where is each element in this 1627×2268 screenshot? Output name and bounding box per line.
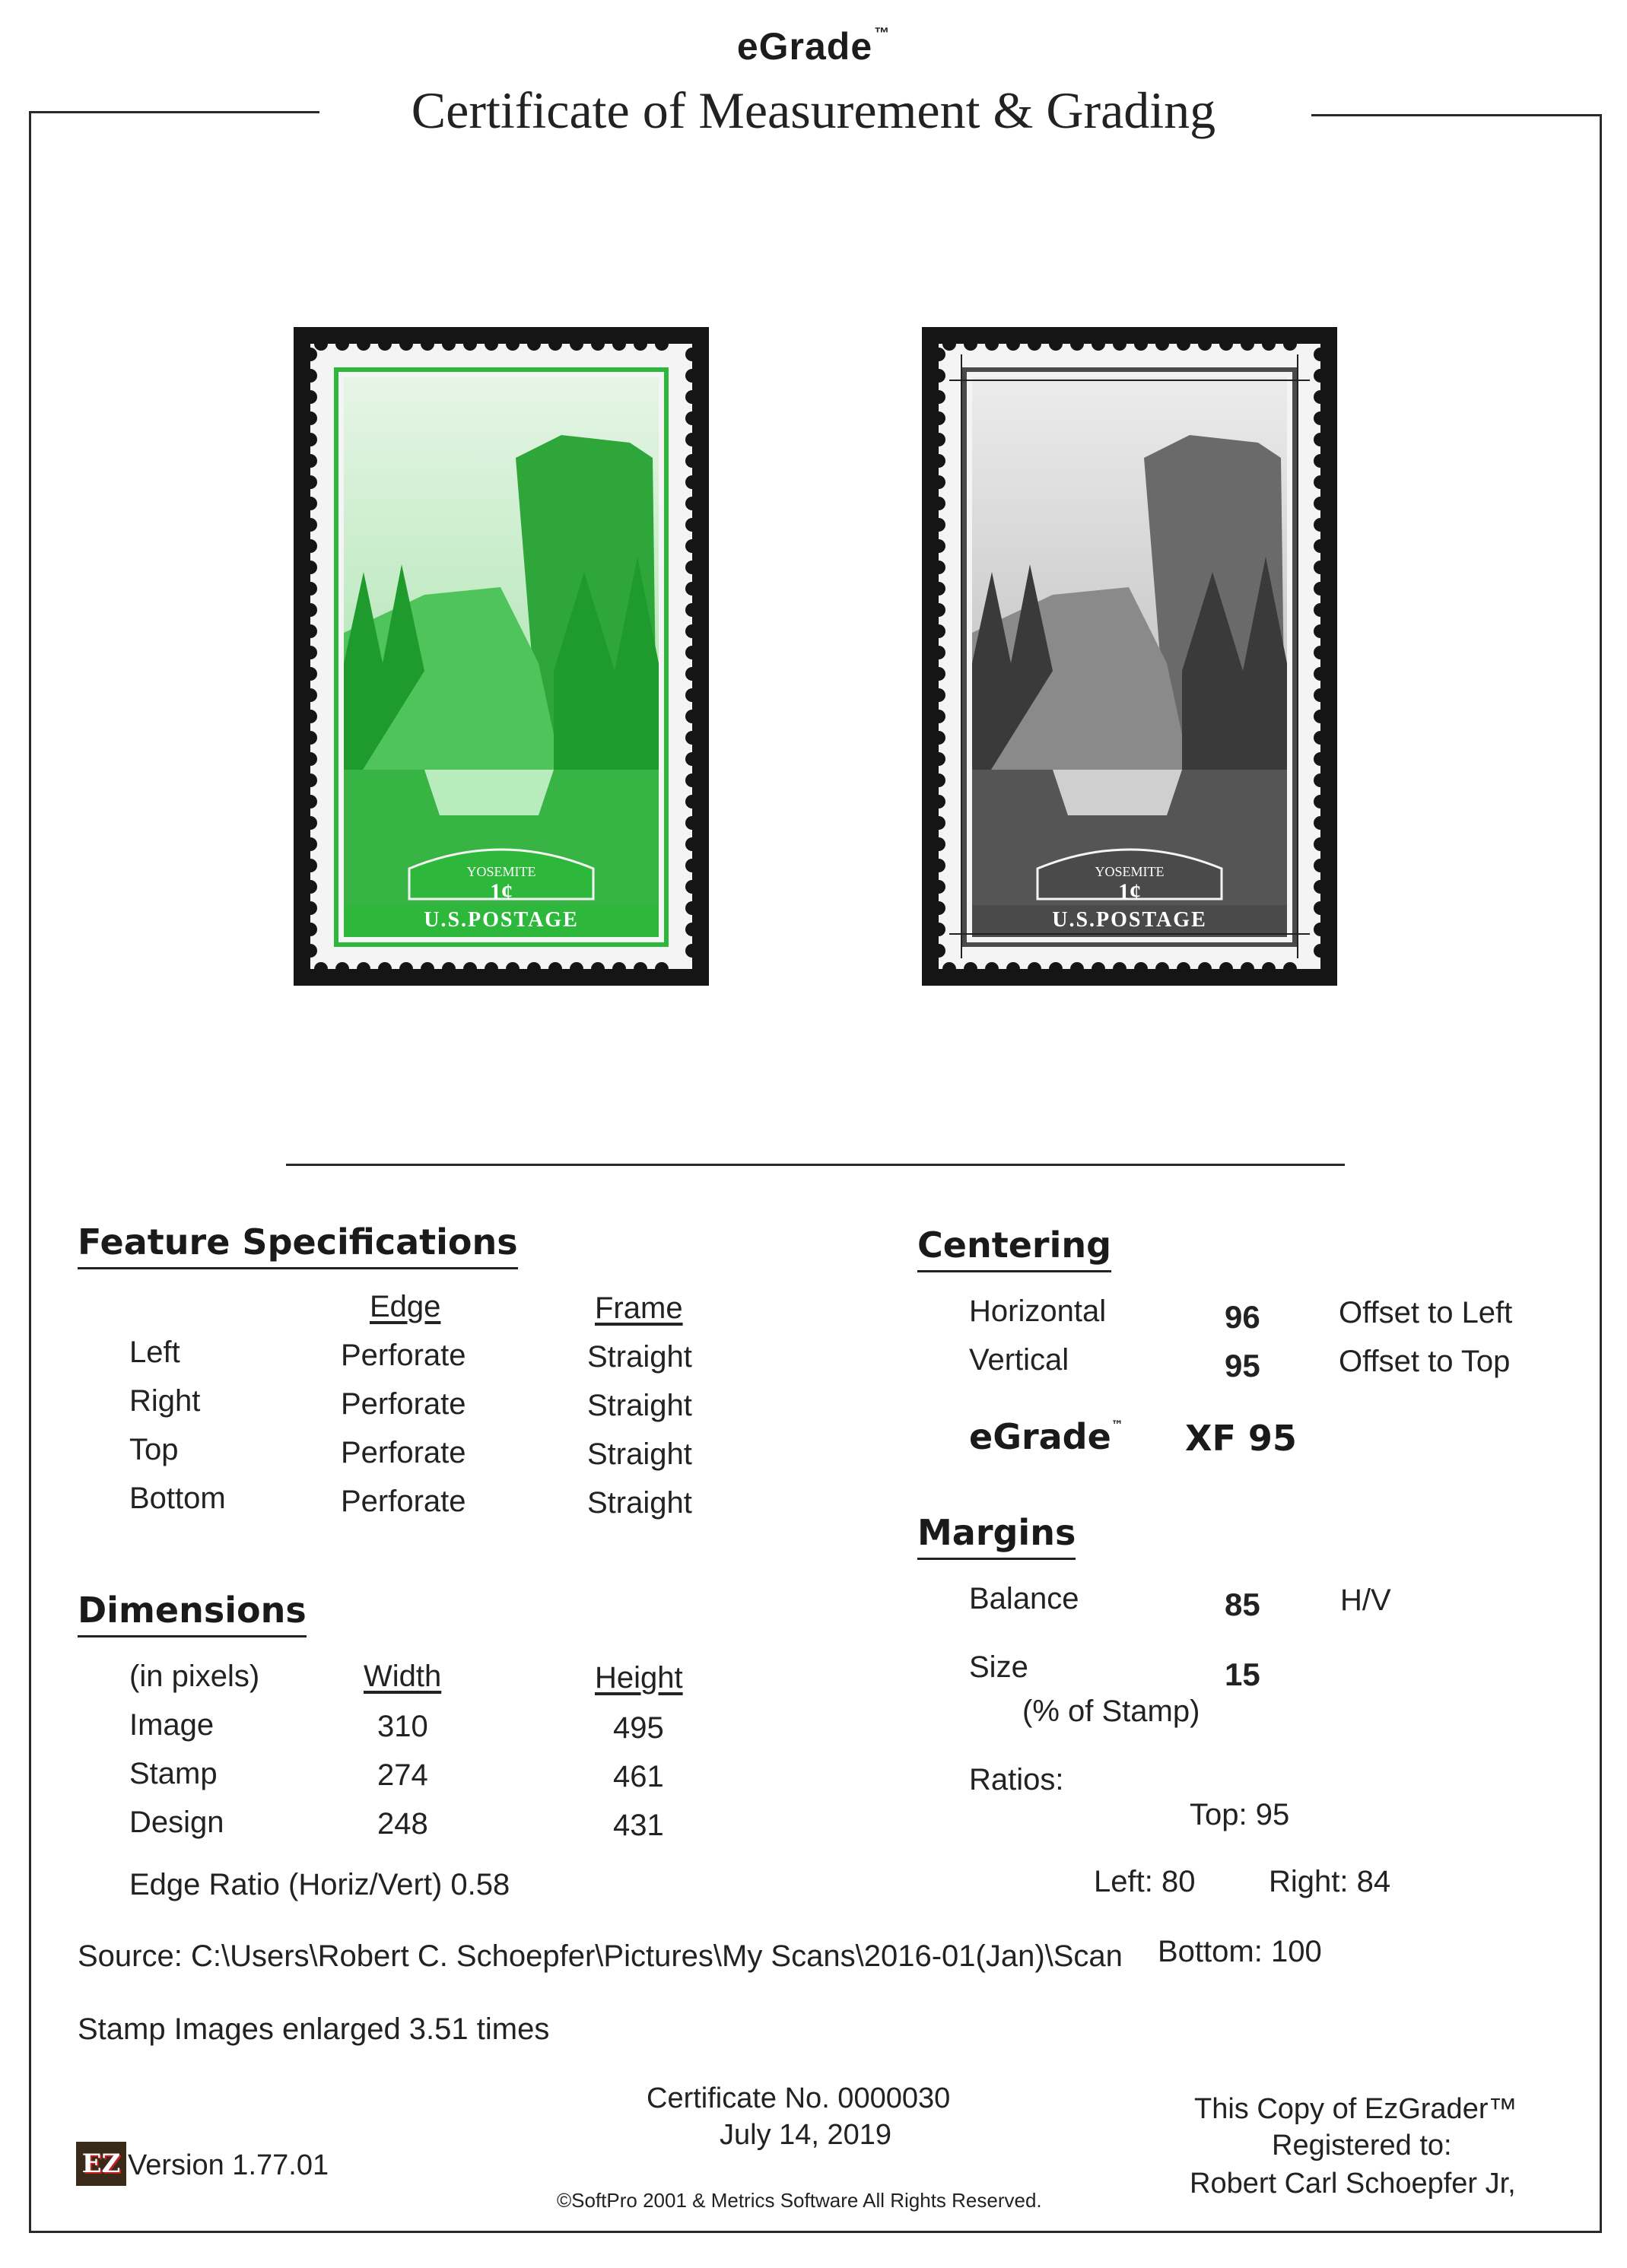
perforation-hole [1314,646,1320,659]
perforation-hole [964,344,977,351]
perforation-hole [1314,923,1320,936]
feature-frame-value: Straight [587,1389,692,1422]
perforation-hole [1314,795,1320,808]
perforation-hole [685,837,692,851]
perforation-hole [1283,962,1297,969]
perforation-hole [939,518,945,532]
feature-frame-value: Straight [587,1437,692,1471]
perforation-hole [1314,411,1320,425]
perforation-hole [1155,962,1169,969]
perforation-hole [399,962,413,969]
width-column-header: Width [364,1660,442,1693]
perforation-hole [335,344,349,351]
certificate-date: July 14, 2019 [720,2119,892,2151]
centering-heading: Centering [917,1225,1111,1272]
perforation-hole [685,539,692,553]
feature-side-label: Bottom [129,1482,226,1515]
perforation-hole [1028,962,1041,969]
certificate-title: Certificate of Measurement & Grading [411,81,1216,139]
perforation-hole [310,369,317,383]
egrade-label [969,1416,1123,1457]
dimension-row-label: Design [129,1806,224,1839]
perforation-hole [1314,539,1320,553]
balance-label: Balance [969,1582,1079,1615]
perforation-hole [310,944,317,958]
perforation-hole [685,646,692,659]
ratios-label: Ratios: [969,1763,1064,1796]
perforation-hole [1219,962,1233,969]
perforation-hole [1241,962,1254,969]
feature-edge-value: Perforate [341,1436,466,1469]
margins-heading: Margins [917,1512,1076,1560]
dimension-height-value: 495 [613,1711,664,1745]
perforation-hole [685,944,692,958]
feature-frame-value: Straight [587,1340,692,1374]
perforation-hole [314,344,328,351]
balance-value: 85 [1225,1587,1260,1622]
perforation-hole [939,816,945,830]
perforation-hole [939,561,945,574]
perforation-hole [1049,962,1063,969]
perforation-hole [939,582,945,596]
perforation-hole [310,624,317,638]
perforation-hole [591,344,605,351]
perforation-hole [527,344,541,351]
perforation-hole [442,962,456,969]
perforation-hole [939,752,945,766]
ratio-right: Right: 84 [1269,1865,1391,1898]
ratio-left: Left: 80 [1094,1865,1196,1898]
height-column-header: Height [595,1661,683,1695]
feature-specifications-heading: Feature Specifications [78,1221,518,1269]
perforation-hole [939,880,945,894]
feature-edge-value: Perforate [341,1485,466,1518]
perforation-hole [939,348,945,361]
horizontal-label: Horizontal [969,1294,1107,1328]
perforation-hole [310,518,317,532]
perforation-hole [591,962,605,969]
perforation-hole [1314,837,1320,851]
perforation-hole [685,901,692,915]
perforation-hole [1070,344,1084,351]
perforation-hole [942,344,956,351]
perforation-hole [421,962,434,969]
perforation-hole [942,962,956,969]
perforation-hole [1241,344,1254,351]
perforation-hole [548,344,562,351]
perforation-hole [939,646,945,659]
perforation-hole [939,603,945,617]
perforation-hole [1314,518,1320,532]
frame-left [29,111,31,2233]
brand-title [0,24,1627,68]
perforation-hole [685,773,692,787]
dimension-height-value: 431 [613,1809,664,1842]
edge-column-header: Edge [370,1290,441,1323]
section-divider [286,1164,1345,1166]
dimension-row-label: Image [129,1708,214,1742]
horizontal-value: 96 [1225,1299,1260,1335]
perforation-hole [685,518,692,532]
perforation-hole [1092,962,1105,969]
perforation-hole [1314,859,1320,872]
perforation-hole [1134,962,1148,969]
perforation-hole [1314,624,1320,638]
perforation-hole [1314,475,1320,489]
egrade-trademark: ™ [1111,1418,1123,1432]
perforation-hole [570,344,583,351]
perforation-hole [1006,962,1020,969]
perforation-hole [1314,667,1320,681]
perforation-hole [1314,752,1320,766]
feature-side-label: Top [129,1433,179,1466]
egrade-value: XF 95 [1185,1418,1297,1459]
egrade-label-text: eGrade [969,1416,1111,1457]
perforation-hole [1113,344,1127,351]
perforation-hole [1314,731,1320,745]
frame-top-left [29,111,319,113]
perforation-hole [939,795,945,808]
perforation-hole [1314,880,1320,894]
registered-line-2: Registered to: [1272,2130,1452,2162]
frame-bottom [29,2231,1602,2233]
perforation-hole [939,433,945,446]
perforation-hole [939,944,945,958]
perforation-hole [310,880,317,894]
perforation-hole [685,880,692,894]
perforation-hole [357,344,370,351]
perforation-hole [1283,344,1297,351]
perforation-hole [655,344,669,351]
perforation-hole [378,344,392,351]
original-stamp-denomination: 1¢ [490,879,513,904]
perforation-hole [310,561,317,574]
perforation-hole [310,667,317,681]
perforation-hole [985,344,999,351]
vertical-label: Vertical [969,1343,1069,1377]
version-label: Version 1.77.01 [128,2149,329,2181]
frame-right [1600,114,1602,2233]
perforation-hole [485,962,498,969]
registered-line-1: This Copy of EzGrader™ [1194,2093,1517,2125]
ratio-bottom: Bottom: 100 [1158,1935,1322,1968]
horizontal-note: Offset to Left [1339,1296,1513,1329]
perforation-hole [310,859,317,872]
perforation-hole [685,731,692,745]
perforation-hole [1219,344,1233,351]
perforation-hole [1314,433,1320,446]
perforation-hole [655,962,669,969]
perforation-hole [685,859,692,872]
perforation-hole [939,859,945,872]
feature-side-label: Left [129,1336,180,1369]
perforation-hole [685,923,692,936]
perforation-hole [685,390,692,404]
feature-side-label: Right [129,1384,201,1418]
perforation-hole [939,369,945,383]
perforation-hole [378,962,392,969]
ezgrader-logo [76,2142,126,2186]
balance-note: H/V [1340,1583,1391,1617]
analyzed-stamp-image [922,327,1337,986]
perforation-hole [985,962,999,969]
perforation-hole [570,962,583,969]
perforation-hole [463,344,477,351]
perforation-hole [1198,344,1212,351]
original-stamp-postage: U.S.POSTAGE [424,908,579,932]
vertical-note: Offset to Top [1339,1345,1511,1378]
perforation-hole [1314,369,1320,383]
perforation-hole [310,582,317,596]
feature-frame-value: Straight [587,1486,692,1520]
perforation-hole [1314,348,1320,361]
perforation-hole [685,795,692,808]
feature-edge-value: Perforate [341,1387,466,1421]
perforation-hole [685,369,692,383]
dimension-height-value: 461 [613,1760,664,1793]
perforation-hole [1314,901,1320,915]
perforation-hole [310,752,317,766]
perforation-hole [685,348,692,361]
perforation-hole [310,646,317,659]
perforation-hole [685,497,692,510]
perforation-hole [310,710,317,723]
perforation-hole [939,901,945,915]
perforation-hole [939,624,945,638]
perforation-hole [421,344,434,351]
perforation-hole [685,688,692,702]
perforation-hole [612,344,626,351]
perforation-hole [685,752,692,766]
perforation-hole [939,454,945,468]
perforation-hole [1314,710,1320,723]
perforation-hole [310,390,317,404]
dimensions-unit-label: (in pixels) [129,1660,260,1693]
perforation-hole [1006,344,1020,351]
perforation-hole [685,475,692,489]
perforation-hole [939,923,945,936]
perforation-hole [1314,454,1320,468]
perforation-hole [314,962,328,969]
perforation-hole [335,962,349,969]
size-label: Size [969,1650,1028,1684]
perforation-hole [310,475,317,489]
perforation-hole [310,816,317,830]
brand-name: eGrade [736,25,873,68]
perforation-hole [310,923,317,936]
perforation-hole [548,962,562,969]
perforation-hole [1262,344,1276,351]
perforation-hole [310,688,317,702]
perforation-hole [939,688,945,702]
perforation-hole [685,667,692,681]
perforation-hole [310,411,317,425]
perforation-hole [1092,344,1105,351]
edge-ratio: Edge Ratio (Horiz/Vert) 0.58 [129,1868,510,1901]
perforation-hole [1314,561,1320,574]
perforation-hole [442,344,456,351]
certificate-number: Certificate No. 0000030 [647,2082,951,2114]
perforation-hole [939,539,945,553]
analyzed-stamp-name: YOSEMITE [1095,864,1165,879]
perforation-hole [310,795,317,808]
dimension-row-label: Stamp [129,1757,218,1790]
dimension-width-value: 310 [377,1710,428,1743]
trademark-mark: ™ [874,25,891,42]
ratio-top: Top: 95 [1190,1798,1290,1831]
perforation-hole [463,962,477,969]
perforation-hole [939,731,945,745]
perforation-hole [685,603,692,617]
perforation-hole [357,962,370,969]
perforation-hole [1177,962,1190,969]
perforation-hole [310,731,317,745]
perforation-hole [939,411,945,425]
dimension-width-value: 274 [377,1758,428,1792]
frame-top-right [1311,114,1602,116]
perforation-hole [634,962,647,969]
perforation-hole [310,603,317,617]
perforation-hole [310,348,317,361]
perforation-hole [939,390,945,404]
size-note: (% of Stamp) [1022,1695,1200,1728]
perforation-hole [1262,962,1276,969]
analyzed-stamp-postage: U.S.POSTAGE [1052,908,1207,932]
perforation-hole [685,582,692,596]
frame-column-header: Frame [595,1291,683,1325]
enlargement-note: Stamp Images enlarged 3.51 times [78,2012,550,2046]
perforation-hole [310,837,317,851]
analyzed-stamp-denomination: 1¢ [1118,879,1141,904]
perforation-hole [1314,390,1320,404]
perforation-hole [634,344,647,351]
perforation-hole [1177,344,1190,351]
perforation-hole [310,497,317,510]
perforation-hole [939,773,945,787]
perforation-hole [1028,344,1041,351]
perforation-hole [1314,497,1320,510]
perforation-hole [1314,688,1320,702]
perforation-hole [310,454,317,468]
perforation-hole [1314,603,1320,617]
perforation-hole [685,454,692,468]
perforation-hole [685,624,692,638]
copyright: ©SoftPro 2001 & Metrics Software All Rights Reserved. [557,2189,1042,2212]
perforation-hole [964,962,977,969]
perforation-hole [939,710,945,723]
perforation-hole [939,837,945,851]
perforation-hole [939,475,945,489]
perforation-hole [1314,944,1320,958]
perforation-hole [399,344,413,351]
perforation-hole [310,901,317,915]
perforation-hole [1049,344,1063,351]
perforation-hole [1113,962,1127,969]
source-path: Source: C:\Users\Robert C. Schoepfer\Pictures\My Scans\2016-01(Jan)\Scan [78,1939,1123,1973]
perforation-hole [310,773,317,787]
perforation-hole [685,411,692,425]
registered-line-3: Robert Carl Schoepfer Jr, [1190,2168,1516,2200]
perforation-hole [1314,582,1320,596]
perforation-hole [310,539,317,553]
perforation-hole [939,497,945,510]
feature-edge-value: Perforate [341,1339,466,1372]
perforation-hole [1070,962,1084,969]
dimension-width-value: 248 [377,1807,428,1841]
vertical-value: 95 [1225,1348,1260,1383]
perforation-hole [685,433,692,446]
dimensions-heading: Dimensions [78,1590,307,1637]
size-value: 15 [1225,1657,1260,1692]
perforation-hole [1198,962,1212,969]
perforation-hole [310,433,317,446]
perforation-hole [1314,816,1320,830]
perforation-hole [485,344,498,351]
perforation-hole [1155,344,1169,351]
perforation-hole [612,962,626,969]
perforation-hole [1134,344,1148,351]
perforation-hole [685,710,692,723]
original-stamp-name: YOSEMITE [466,864,536,879]
perforation-hole [527,962,541,969]
original-stamp-image [294,327,709,986]
perforation-hole [1314,773,1320,787]
perforation-hole [939,667,945,681]
perforation-hole [685,561,692,574]
perforation-hole [506,344,520,351]
perforation-hole [685,816,692,830]
ezgrader-logo-text: EZ [81,2149,121,2179]
perforation-hole [506,962,520,969]
